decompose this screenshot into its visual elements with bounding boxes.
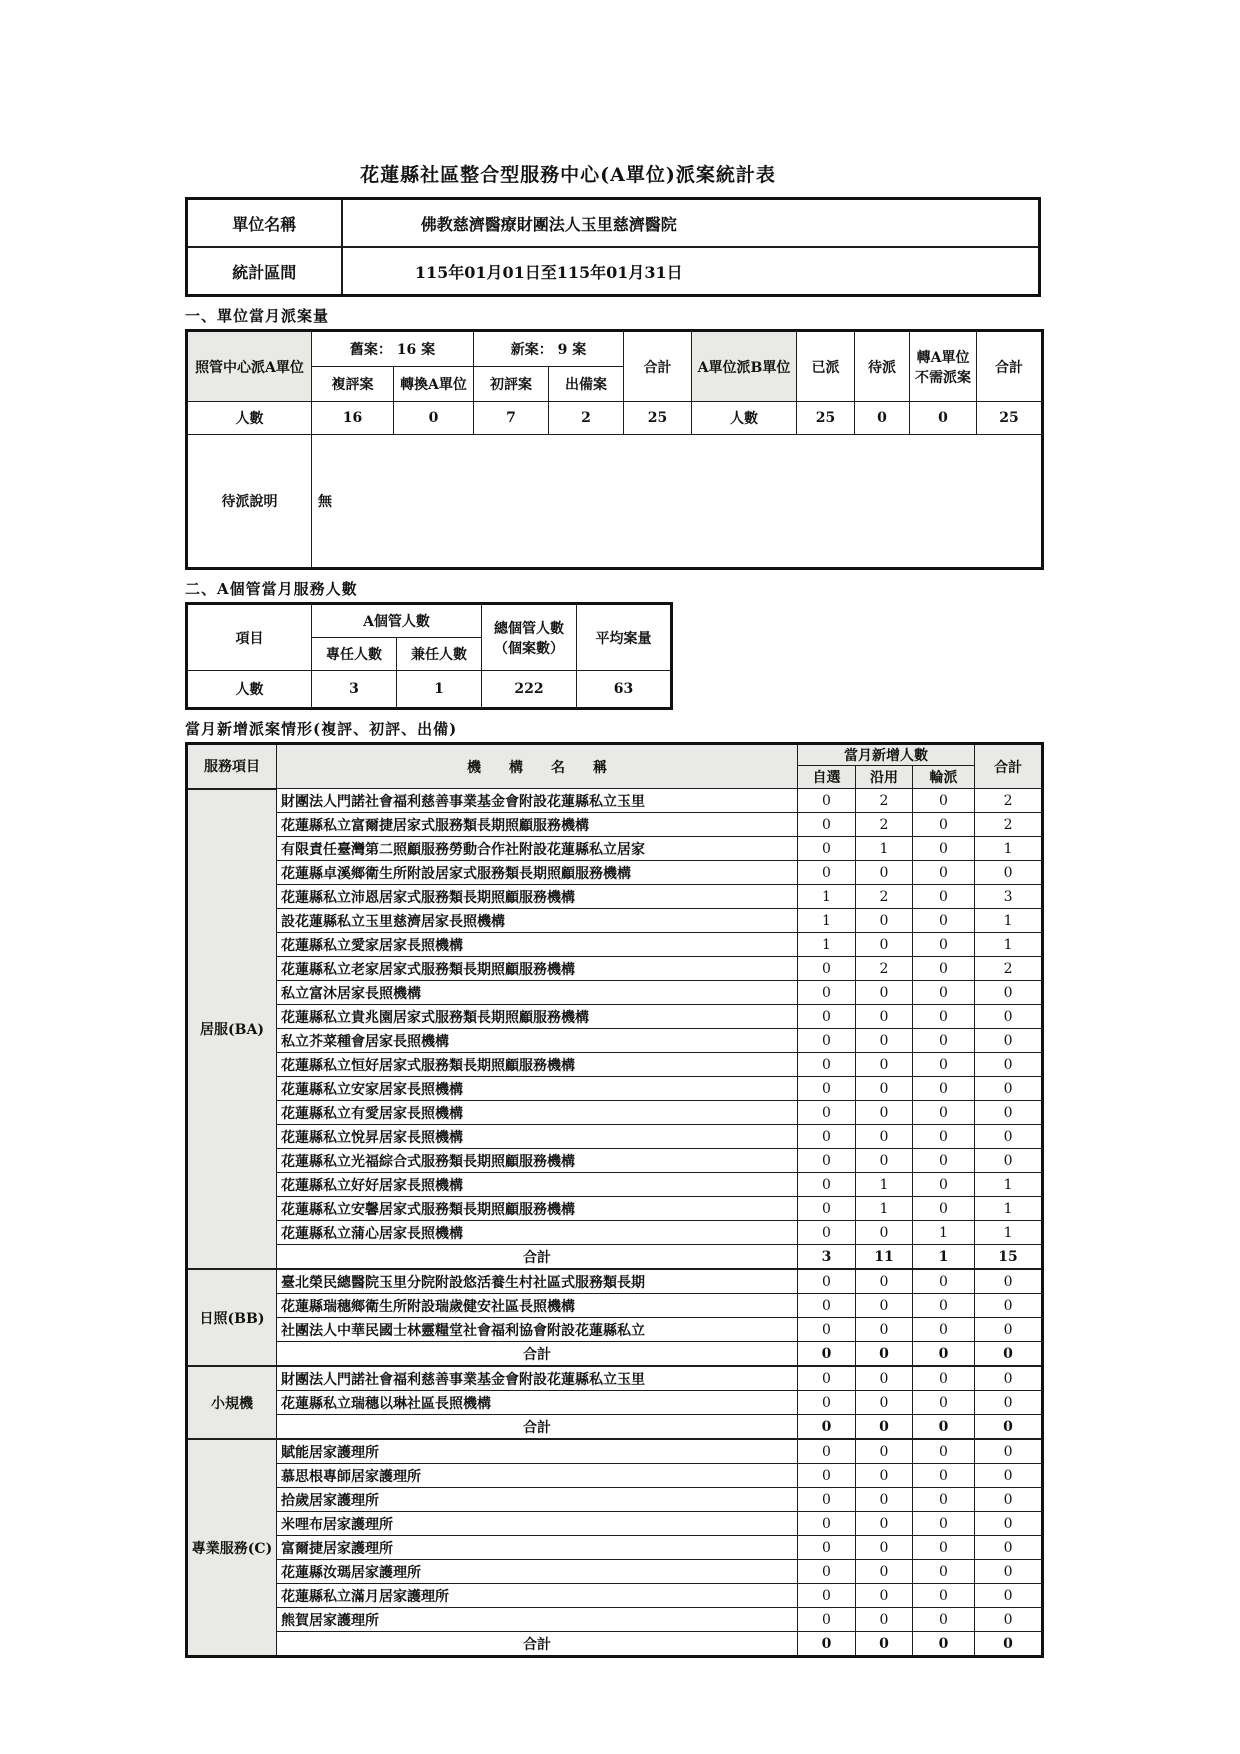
continue-use-header: 沿用 [856, 766, 913, 789]
value-cell: 0 [856, 1366, 913, 1391]
value-cell: 0 [913, 1294, 975, 1318]
count-row-label: 人數 [187, 402, 312, 435]
value-cell: 0 [856, 1053, 913, 1077]
value-cell: 0 [975, 1512, 1043, 1536]
service-group-cell: 小規機 [187, 1366, 277, 1439]
value-cell: 0 [798, 1439, 856, 1464]
group-total-row [187, 1342, 1043, 1367]
value-cell: 0 [798, 1584, 856, 1608]
avg-caseload-header: 平均案量 [577, 604, 672, 671]
value-cell: 0 [798, 1512, 856, 1536]
group-total-row [187, 1415, 1043, 1440]
org-row [187, 1125, 1043, 1149]
value-cell: 0 [856, 1101, 913, 1125]
dispatched-count: 25 [797, 402, 855, 435]
standby-count: 2 [549, 402, 624, 435]
value-cell: 0 [975, 1029, 1043, 1053]
org-name-cell: 花蓮縣私立悅昇居家長照機構 [277, 1125, 798, 1149]
org-name-cell: 花蓮縣私立老家居家式服務類長期照顧服務機構 [277, 957, 798, 981]
value-cell: 0 [856, 1464, 913, 1488]
transfer-count: 0 [394, 402, 474, 435]
org-row [187, 1366, 1043, 1391]
value-cell: 0 [913, 1512, 975, 1536]
org-row [187, 1560, 1043, 1584]
part-time-count: 1 [397, 671, 482, 709]
value-cell: 0 [798, 1536, 856, 1560]
unit-name-label: 單位名稱 [187, 199, 342, 248]
value-cell: 0 [856, 1125, 913, 1149]
value-cell: 0 [856, 1536, 913, 1560]
org-row [187, 909, 1043, 933]
org-name-cell: 慕思根專師居家護理所 [277, 1464, 798, 1488]
pending-note-label: 待派說明 [187, 435, 312, 569]
org-row [187, 981, 1043, 1005]
grand-total-header: 合計 [975, 744, 1043, 789]
value-cell: 0 [856, 1149, 913, 1173]
org-row [187, 1077, 1043, 1101]
value-cell: 0 [798, 1560, 856, 1584]
dispatched-header: 已派 [797, 331, 855, 402]
org-name-cell: 臺北榮民總醫院玉里分院附設悠活養生村社區式服務類長期 [277, 1269, 798, 1294]
org-name-cell: 花蓮縣私立好好居家長照機構 [277, 1173, 798, 1197]
value-cell: 1 [975, 1173, 1043, 1197]
value-cell: 0 [856, 861, 913, 885]
org-name-cell: 花蓮縣私立恒好居家式服務類長期照顧服務機構 [277, 1053, 798, 1077]
org-name-cell: 設花蓮縣私立玉里慈濟居家長照機構 [277, 909, 798, 933]
value-cell: 0 [913, 885, 975, 909]
value-cell: 0 [913, 957, 975, 981]
value-cell: 0 [798, 1101, 856, 1125]
value-cell: 0 [798, 1608, 856, 1632]
org-name-cell: 花蓮縣私立安家居家長照機構 [277, 1077, 798, 1101]
value-cell: 0 [856, 1391, 913, 1415]
value-cell: 0 [913, 1464, 975, 1488]
group-total-row [187, 1245, 1043, 1270]
org-name-cell: 財團法人門諾社會福利慈善事業基金會附設花蓮縣私立玉里 [277, 1366, 798, 1391]
value-cell: 1 [913, 1221, 975, 1245]
org-row [187, 1101, 1043, 1125]
org-name-header: 機 構 名 稱 [277, 744, 798, 789]
org-row [187, 1608, 1043, 1632]
table-row [187, 744, 1043, 766]
value-cell: 0 [798, 861, 856, 885]
group-total-label: 合計 [277, 1415, 798, 1440]
section3-heading: 當月新增派案情形(複評、初評、出備) [185, 720, 458, 738]
value-cell: 0 [975, 1488, 1043, 1512]
value-cell: 0 [975, 981, 1043, 1005]
value-cell: 2 [856, 957, 913, 981]
value-cell: 0 [798, 957, 856, 981]
stat-period-value: 115年01月01日至115年01月31日 [342, 247, 1040, 296]
service-group-cell: 專業服務(C) [187, 1439, 277, 1657]
value-cell: 0 [798, 837, 856, 861]
value-cell: 0 [975, 1608, 1043, 1632]
care-center-dispatch-header: 照管中心派A單位 [187, 331, 312, 402]
value-cell: 1 [975, 1221, 1043, 1245]
org-row [187, 1488, 1043, 1512]
org-row [187, 1029, 1043, 1053]
value-cell: 0 [913, 1488, 975, 1512]
org-row [187, 1053, 1043, 1077]
new-dispatch-table [185, 742, 1044, 1658]
group-total-value: 0 [975, 1342, 1043, 1367]
total-count: 25 [977, 402, 1043, 435]
org-name-cell: 花蓮縣汝瑪居家護理所 [277, 1560, 798, 1584]
reassess-count: 16 [312, 402, 394, 435]
value-cell: 1 [975, 909, 1043, 933]
count-row-label: 人數 [187, 671, 312, 709]
value-cell: 1 [856, 1173, 913, 1197]
value-cell: 0 [856, 1029, 913, 1053]
group-total-value: 15 [975, 1245, 1043, 1270]
section1-heading: 一、單位當月派案量 [185, 307, 330, 325]
value-cell: 0 [798, 1005, 856, 1029]
value-cell: 0 [913, 1318, 975, 1342]
group-total-row [187, 1632, 1043, 1657]
org-row [187, 1536, 1043, 1560]
a-to-b-header: A單位派B單位 [692, 331, 797, 402]
value-cell: 0 [856, 1318, 913, 1342]
old-cases-header: 舊案： 16 案 [312, 331, 474, 367]
group-total-value: 0 [856, 1632, 913, 1657]
org-row [187, 1269, 1043, 1294]
value-cell: 0 [913, 1366, 975, 1391]
org-row [187, 1439, 1043, 1464]
value-cell: 0 [856, 1488, 913, 1512]
new-cases-header: 新案： 9 案 [474, 331, 624, 367]
group-total-value: 11 [856, 1245, 913, 1270]
group-total-value: 0 [975, 1415, 1043, 1440]
value-cell: 0 [798, 1221, 856, 1245]
value-cell: 0 [798, 1464, 856, 1488]
org-name-cell: 花蓮縣私立光福綜合式服務類長期照顧服務機構 [277, 1149, 798, 1173]
value-cell: 0 [798, 1053, 856, 1077]
org-name-cell: 熊賀居家護理所 [277, 1608, 798, 1632]
group-total-value: 0 [975, 1632, 1043, 1657]
transfer-no-dispatch-header: 轉A單位不需派案 [910, 331, 977, 402]
value-cell: 0 [913, 1149, 975, 1173]
org-name-cell: 花蓮縣私立瑞穗以琳社區長照機構 [277, 1391, 798, 1415]
org-name-cell: 花蓮縣私立貴兆園居家式服務類長期照顧服務機構 [277, 1005, 798, 1029]
value-cell: 0 [856, 981, 913, 1005]
info-table [185, 197, 1041, 297]
value-cell: 0 [798, 1077, 856, 1101]
org-name-cell: 私立富沐居家長照機構 [277, 981, 798, 1005]
value-cell: 0 [856, 1512, 913, 1536]
value-cell: 0 [975, 1318, 1043, 1342]
value-cell: 0 [913, 789, 975, 813]
table-row [187, 604, 672, 638]
total-cases-count: 222 [482, 671, 577, 709]
value-cell: 0 [856, 1560, 913, 1584]
value-cell: 0 [913, 1173, 975, 1197]
value-cell: 0 [798, 1173, 856, 1197]
value-cell: 0 [856, 1584, 913, 1608]
org-row [187, 861, 1043, 885]
value-cell: 0 [798, 1029, 856, 1053]
value-cell: 0 [856, 1439, 913, 1464]
group-total-label: 合計 [277, 1245, 798, 1270]
table-row [187, 435, 1043, 569]
value-cell: 0 [913, 1101, 975, 1125]
org-row [187, 1221, 1043, 1245]
value-cell: 3 [975, 885, 1043, 909]
avg-caseload-value: 63 [577, 671, 672, 709]
pending-header: 待派 [855, 331, 910, 402]
value-cell: 0 [913, 1536, 975, 1560]
value-cell: 0 [975, 1005, 1043, 1029]
value-cell: 0 [975, 1294, 1043, 1318]
value-cell: 0 [913, 1005, 975, 1029]
value-cell: 0 [856, 1269, 913, 1294]
self-select-header: 自選 [798, 766, 856, 789]
rotation-header: 輪派 [913, 766, 975, 789]
service-item-header: 服務項目 [187, 744, 277, 789]
value-cell: 0 [798, 981, 856, 1005]
org-row [187, 957, 1043, 981]
value-cell: 0 [798, 1488, 856, 1512]
value-cell: 0 [856, 1005, 913, 1029]
value-cell: 0 [798, 1366, 856, 1391]
value-cell: 2 [975, 813, 1043, 837]
value-cell: 0 [975, 1584, 1043, 1608]
value-cell: 1 [798, 885, 856, 909]
value-cell: 0 [975, 1464, 1043, 1488]
org-name-cell: 賦能居家護理所 [277, 1439, 798, 1464]
section2-heading: 二、A個管當月服務人數 [185, 580, 358, 598]
value-cell: 0 [975, 1053, 1043, 1077]
pending-note-value: 無 [312, 435, 1043, 569]
value-cell: 0 [913, 981, 975, 1005]
value-cell: 0 [856, 1608, 913, 1632]
value-cell: 0 [856, 1294, 913, 1318]
group-total-value: 0 [913, 1632, 975, 1657]
item-header: 項目 [187, 604, 312, 671]
value-cell: 0 [975, 1366, 1043, 1391]
total-header: 合計 [977, 331, 1043, 402]
case-manager-table [185, 602, 673, 710]
org-row [187, 933, 1043, 957]
table-row [187, 199, 1040, 248]
org-name-cell: 花蓮縣私立安馨居家式服務類長期照顧服務機構 [277, 1197, 798, 1221]
org-row [187, 1173, 1043, 1197]
value-cell: 0 [913, 1439, 975, 1464]
initial-subheader: 初評案 [474, 367, 549, 402]
value-cell: 0 [913, 1053, 975, 1077]
page-title: 花蓮縣社區整合型服務中心(A單位)派案統計表 [360, 164, 776, 186]
group-total-value: 0 [798, 1415, 856, 1440]
service-group-cell: 居服(BA) [187, 789, 277, 1270]
value-cell: 0 [856, 933, 913, 957]
value-cell: 0 [798, 1125, 856, 1149]
org-name-cell: 花蓮縣卓溪鄉衛生所附設居家式服務類長期照顧服務機構 [277, 861, 798, 885]
table-row [187, 402, 1043, 435]
value-cell: 0 [856, 1221, 913, 1245]
value-cell: 0 [975, 861, 1043, 885]
value-cell: 0 [975, 1439, 1043, 1464]
monthly-new-header: 當月新增人數 [798, 744, 975, 766]
value-cell: 0 [913, 1391, 975, 1415]
org-row [187, 1512, 1043, 1536]
standby-subheader: 出備案 [549, 367, 624, 402]
value-cell: 0 [913, 1269, 975, 1294]
org-name-cell: 花蓮縣私立富爾捷居家式服務類長期照顧服務機構 [277, 813, 798, 837]
value-cell: 0 [913, 933, 975, 957]
group-total-value: 0 [798, 1632, 856, 1657]
value-cell: 0 [798, 813, 856, 837]
dispatch-summary-table [185, 329, 1044, 570]
org-name-cell: 有限責任臺灣第二照顧服務勞動合作社附設花蓮縣私立居家 [277, 837, 798, 861]
transfer-no-dispatch-count: 0 [910, 402, 977, 435]
value-cell: 0 [975, 1560, 1043, 1584]
value-cell: 0 [798, 1294, 856, 1318]
value-cell: 1 [975, 837, 1043, 861]
value-cell: 0 [798, 1269, 856, 1294]
group-total-value: 1 [913, 1245, 975, 1270]
total-cases-header: 總個管人數（個案數） [482, 604, 577, 671]
value-cell: 0 [913, 1029, 975, 1053]
service-group-cell: 日照(BB) [187, 1269, 277, 1366]
org-row [187, 1584, 1043, 1608]
initial-count: 7 [474, 402, 549, 435]
value-cell: 0 [913, 1560, 975, 1584]
group-total-value: 0 [798, 1342, 856, 1367]
value-cell: 0 [798, 1197, 856, 1221]
table-row [187, 671, 672, 709]
org-name-cell: 花蓮縣私立愛家居家長照機構 [277, 933, 798, 957]
org-row [187, 1318, 1043, 1342]
value-cell: 0 [975, 1077, 1043, 1101]
group-total-value: 0 [856, 1342, 913, 1367]
value-cell: 1 [798, 933, 856, 957]
value-cell: 0 [913, 909, 975, 933]
group-total-label: 合計 [277, 1342, 798, 1367]
group-total-value: 0 [913, 1415, 975, 1440]
org-row [187, 1391, 1043, 1415]
org-name-cell: 花蓮縣私立滿月居家護理所 [277, 1584, 798, 1608]
value-cell: 0 [798, 1391, 856, 1415]
value-cell: 0 [913, 1125, 975, 1149]
pending-count: 0 [855, 402, 910, 435]
value-cell: 2 [975, 789, 1043, 813]
value-cell: 0 [913, 837, 975, 861]
value-cell: 1 [798, 909, 856, 933]
value-cell: 2 [856, 813, 913, 837]
value-cell: 1 [975, 933, 1043, 957]
org-row [187, 837, 1043, 861]
value-cell: 0 [975, 1536, 1043, 1560]
org-row [187, 1005, 1043, 1029]
org-row [187, 813, 1043, 837]
reassess-subheader: 複評案 [312, 367, 394, 402]
org-row [187, 1149, 1043, 1173]
group-total-value: 3 [798, 1245, 856, 1270]
org-row [187, 885, 1043, 909]
value-cell: 0 [913, 1584, 975, 1608]
value-cell: 2 [975, 957, 1043, 981]
part-time-header: 兼任人數 [397, 638, 482, 671]
value-cell: 1 [975, 1197, 1043, 1221]
full-time-count: 3 [312, 671, 397, 709]
org-name-cell: 花蓮縣私立沛恩居家式服務類長期照顧服務機構 [277, 885, 798, 909]
value-cell: 0 [913, 861, 975, 885]
org-row [187, 1464, 1043, 1488]
a-case-manager-header: A個管人數 [312, 604, 482, 638]
org-name-cell: 花蓮縣瑞穗鄉衛生所附設瑞歲健安社區長照機構 [277, 1294, 798, 1318]
table-row [187, 331, 1043, 367]
value-cell: 0 [975, 1101, 1043, 1125]
value-cell: 0 [913, 1608, 975, 1632]
org-row [187, 1294, 1043, 1318]
org-name-cell: 花蓮縣私立蒲心居家長照機構 [277, 1221, 798, 1245]
group-total-label: 合計 [277, 1632, 798, 1657]
value-cell: 0 [975, 1125, 1043, 1149]
value-cell: 0 [856, 909, 913, 933]
org-name-cell: 花蓮縣私立有愛居家長照機構 [277, 1101, 798, 1125]
org-name-cell: 富爾捷居家護理所 [277, 1536, 798, 1560]
transfer-subheader: 轉換A單位 [394, 367, 474, 402]
org-row [187, 789, 1043, 813]
subtotal-count: 25 [624, 402, 692, 435]
org-name-cell: 私立芥菜種會居家長照機構 [277, 1029, 798, 1053]
value-cell: 0 [975, 1391, 1043, 1415]
value-cell: 1 [856, 1197, 913, 1221]
value-cell: 0 [798, 789, 856, 813]
unit-name-value: 佛教慈濟醫療財團法人玉里慈濟醫院 [342, 199, 1040, 248]
value-cell: 2 [856, 885, 913, 909]
value-cell: 0 [798, 1149, 856, 1173]
value-cell: 2 [856, 789, 913, 813]
value-cell: 0 [913, 1077, 975, 1101]
subtotal-header: 合計 [624, 331, 692, 402]
value-cell: 0 [913, 1197, 975, 1221]
value-cell: 0 [975, 1149, 1043, 1173]
new-dispatch-table-body [187, 789, 1043, 1657]
table-row [187, 247, 1040, 296]
org-row [187, 1197, 1043, 1221]
document-page [185, 160, 1041, 1658]
org-name-cell: 米哩布居家護理所 [277, 1512, 798, 1536]
value-cell: 1 [856, 837, 913, 861]
value-cell: 0 [975, 1269, 1043, 1294]
stat-period-label: 統計區間 [187, 247, 342, 296]
org-name-cell: 社團法人中華民國士林靈糧堂社會福利協會附設花蓮縣私立 [277, 1318, 798, 1342]
org-name-cell: 財團法人門諾社會福利慈善事業基金會附設花蓮縣私立玉里 [277, 789, 798, 813]
b-count-row-label: 人數 [692, 402, 797, 435]
value-cell: 0 [913, 813, 975, 837]
group-total-value: 0 [856, 1415, 913, 1440]
value-cell: 0 [798, 1318, 856, 1342]
group-total-value: 0 [913, 1342, 975, 1367]
full-time-header: 專任人數 [312, 638, 397, 671]
value-cell: 0 [856, 1077, 913, 1101]
org-name-cell: 拾歲居家護理所 [277, 1488, 798, 1512]
